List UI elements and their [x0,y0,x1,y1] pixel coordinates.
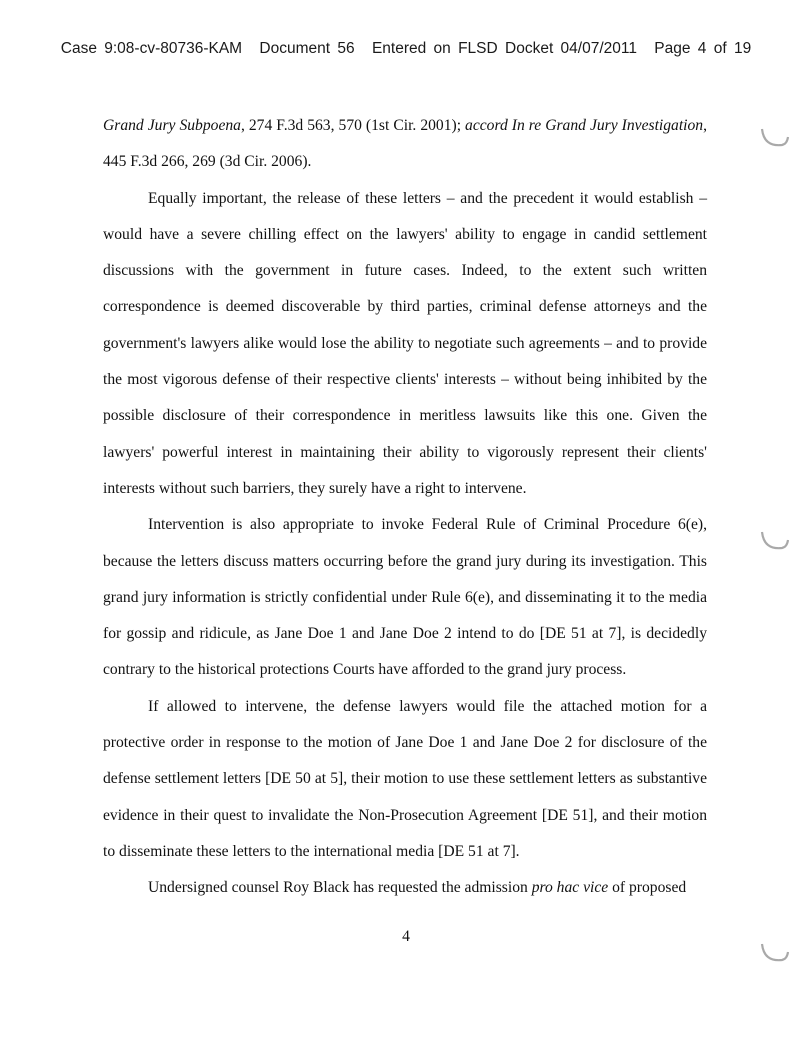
citation-text-2: , 445 F.3d 266, 269 (3d Cir. 2006). [103,117,707,171]
paragraph-chilling-effect: Equally important, the release of these letters – and the precedent it would establish – would have a severe chilling effect on the lawyers' ability to engage in candid settlement discussions with the government in future cases. Indeed, to the extent such written correspondence is deemed discoverable by third parties, criminal defense attorneys and the government's lawyers alike would lose the ability to negotiate such agreements – and to provide the most vigorous defense of their respective clients' interests – without being inhibited by the possible disclosure of their correspondence in meritless lawsuits like this one. Given the lawyers' powerful interest in maintaining their ability to vigorously represent their clients' interests without such barriers, they surely have a right to intervene. [103,189,707,497]
paragraph-pro-hac-vice [103,870,707,906]
binder-hole-mark-top [760,125,790,151]
case-number: Case 9:08-cv-80736-KAM [60,40,243,57]
paragraph-protective-order: If allowed to intervene, the defense lawyers would file the attached motion for a protective order in response to the motion of Jane Doe 1 and Jane Doe 2 for disclosure of the defense settlement letters [DE 50 at 5], their motion to use these settlement letters as substantive evidence in their quest to invalidate the Non-Prosecution Agreement [DE 51], and their motion to disseminate these letters to the international media [DE 51 at 7]. [103,697,707,860]
docket-entry: Entered on FLSD Docket 04/07/2011 [371,40,637,57]
ecf-header [0,40,812,58]
binder-hole-mark-bottom [760,940,790,966]
binder-hole-mark-middle [760,528,790,554]
citation-text-1: , 274 F.3d 563, 570 (1st Cir. 2001); [240,117,466,134]
paragraph-citation [103,108,707,181]
pro-hac-italic: pro hac vice [531,879,609,897]
citation-italic-2: accord In re Grand Jury Investigation [465,117,704,134]
page-indicator: Page 4 of 19 [654,40,752,57]
page-number: 4 [402,928,410,945]
document-body [103,108,707,907]
citation-italic-1: Grand Jury Subpoena [103,117,241,134]
pro-hac-text-1: Undersigned counsel Roy Black has requested the admission [148,879,532,897]
pro-hac-text-2: of proposed [608,879,687,897]
paragraph-rule-6e: Intervention is also appropriate to invoke Federal Rule of Criminal Procedure 6(e), because the letters discuss matters occurring before the grand jury during its investigation. This grand jury information is strictly confidential under Rule 6(e), and disseminating it to the media for gossip and ridicule, as Jane Doe 1 and Jane Doe 2 intend to do [DE 51 at 7], is decidedly contrary to the historical protections Courts have afforded to the grand jury process. [103,516,707,679]
document-number: Document 56 [259,40,355,57]
